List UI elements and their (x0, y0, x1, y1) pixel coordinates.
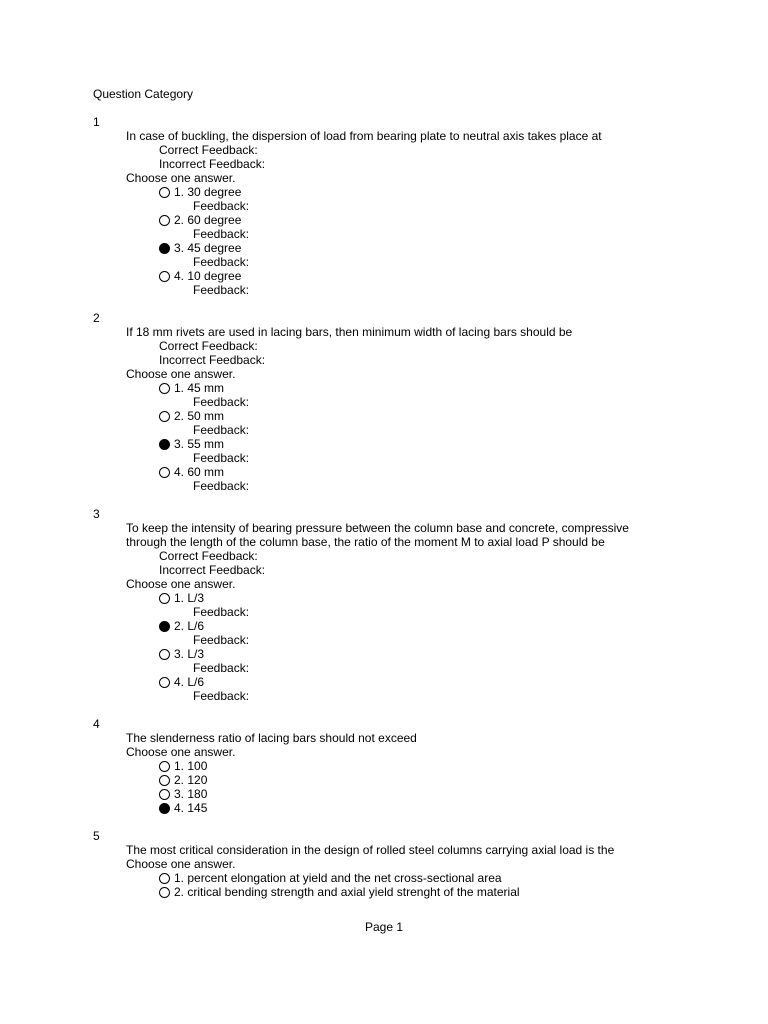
option-feedback-label: Feedback: (193, 451, 250, 465)
answer-option[interactable] (159, 241, 241, 255)
question-text: To keep the intensity of bearing pressure between the column base and concrete, compressive (126, 521, 629, 535)
option-label: 3. 180 (174, 787, 208, 801)
question-text: The most critical consideration in the design of rolled steel columns carrying axial load is the (126, 843, 615, 857)
radio-button-icon[interactable] (159, 873, 170, 884)
answer-option[interactable] (159, 437, 224, 451)
option-feedback-label: Feedback: (193, 283, 250, 297)
option-label: 4. 145 (174, 801, 208, 815)
radio-button-icon[interactable] (159, 467, 170, 478)
radio-button-selected-icon[interactable] (159, 621, 170, 632)
page-title: Question Category (93, 87, 194, 101)
option-label: 2. 50 mm (174, 409, 225, 423)
option-label: 1. 45 mm (174, 381, 225, 395)
answer-option[interactable] (159, 759, 207, 773)
radio-button-icon[interactable] (159, 593, 170, 604)
radio-button-icon[interactable] (159, 789, 170, 800)
radio-button-icon[interactable] (159, 215, 170, 226)
correct-feedback-label: Correct Feedback: (159, 143, 258, 157)
radio-button-selected-icon[interactable] (159, 803, 170, 814)
question-text: through the length of the column base, the ratio of the moment M to axial load P should be (126, 535, 605, 549)
option-label: 1. 30 degree (174, 185, 242, 199)
answer-option[interactable] (159, 871, 502, 885)
option-feedback-label: Feedback: (193, 479, 250, 493)
option-label: 2. 60 degree (174, 213, 242, 227)
answer-option[interactable] (159, 409, 224, 423)
answer-option[interactable] (159, 885, 520, 899)
question-text: The slenderness ratio of lacing bars should not exceed (126, 731, 417, 745)
question-text: In case of buckling, the dispersion of load from bearing plate to neutral axis takes place at (126, 129, 602, 143)
option-label: 3. 55 mm (174, 437, 225, 451)
radio-button-icon[interactable] (159, 271, 170, 282)
answer-option[interactable] (159, 381, 224, 395)
option-label: 4. L/6 (174, 675, 205, 689)
answer-option[interactable] (159, 591, 204, 605)
answer-option[interactable] (159, 647, 204, 661)
option-label: 3. L/3 (174, 647, 205, 661)
option-feedback-label: Feedback: (193, 633, 250, 647)
radio-button-icon[interactable] (159, 649, 170, 660)
answer-option[interactable] (159, 213, 241, 227)
option-label: 3. 45 degree (174, 241, 242, 255)
radio-button-icon[interactable] (159, 187, 170, 198)
answer-option[interactable] (159, 787, 207, 801)
radio-button-selected-icon[interactable] (159, 439, 170, 450)
answer-option[interactable] (159, 773, 207, 787)
option-feedback-label: Feedback: (193, 689, 250, 703)
incorrect-feedback-label: Incorrect Feedback: (159, 157, 266, 171)
question-number: 1 (93, 115, 100, 129)
option-label: 4. 10 degree (174, 269, 242, 283)
correct-feedback-label: Correct Feedback: (159, 549, 258, 563)
option-label: 1. 100 (174, 759, 208, 773)
correct-feedback-label: Correct Feedback: (159, 339, 258, 353)
radio-button-icon[interactable] (159, 775, 170, 786)
choose-instruction: Choose one answer. (126, 171, 236, 185)
radio-button-icon[interactable] (159, 887, 170, 898)
option-label: 1. percent elongation at yield and the net cross-sectional area (174, 871, 502, 885)
option-feedback-label: Feedback: (193, 423, 250, 437)
option-feedback-label: Feedback: (193, 661, 250, 675)
radio-button-icon[interactable] (159, 383, 170, 394)
page-number: Page 1 (364, 920, 404, 934)
incorrect-feedback-label: Incorrect Feedback: (159, 563, 266, 577)
answer-option[interactable] (159, 185, 241, 199)
answer-option[interactable] (159, 675, 204, 689)
option-feedback-label: Feedback: (193, 255, 250, 269)
radio-button-icon[interactable] (159, 761, 170, 772)
answer-option[interactable] (159, 269, 241, 283)
option-feedback-label: Feedback: (193, 227, 250, 241)
choose-instruction: Choose one answer. (126, 577, 236, 591)
question-text: If 18 mm rivets are used in lacing bars, then minimum width of lacing bars should be (126, 325, 573, 339)
radio-button-icon[interactable] (159, 677, 170, 688)
question-number: 3 (93, 507, 100, 521)
option-feedback-label: Feedback: (193, 395, 250, 409)
option-label: 2. L/6 (174, 619, 205, 633)
radio-button-icon[interactable] (159, 411, 170, 422)
radio-button-selected-icon[interactable] (159, 243, 170, 254)
incorrect-feedback-label: Incorrect Feedback: (159, 353, 266, 367)
answer-option[interactable] (159, 619, 204, 633)
choose-instruction: Choose one answer. (126, 367, 236, 381)
answer-option[interactable] (159, 801, 207, 815)
option-label: 4. 60 mm (174, 465, 225, 479)
option-label: 2. 120 (174, 773, 208, 787)
question-number: 2 (93, 311, 100, 325)
option-label: 2. critical bending strength and axial yield strenght of the material (174, 885, 520, 899)
option-label: 1. L/3 (174, 591, 205, 605)
option-feedback-label: Feedback: (193, 605, 250, 619)
question-number: 5 (93, 829, 100, 843)
option-feedback-label: Feedback: (193, 199, 250, 213)
answer-option[interactable] (159, 465, 224, 479)
choose-instruction: Choose one answer. (126, 745, 236, 759)
choose-instruction: Choose one answer. (126, 857, 236, 871)
question-number: 4 (93, 717, 100, 731)
